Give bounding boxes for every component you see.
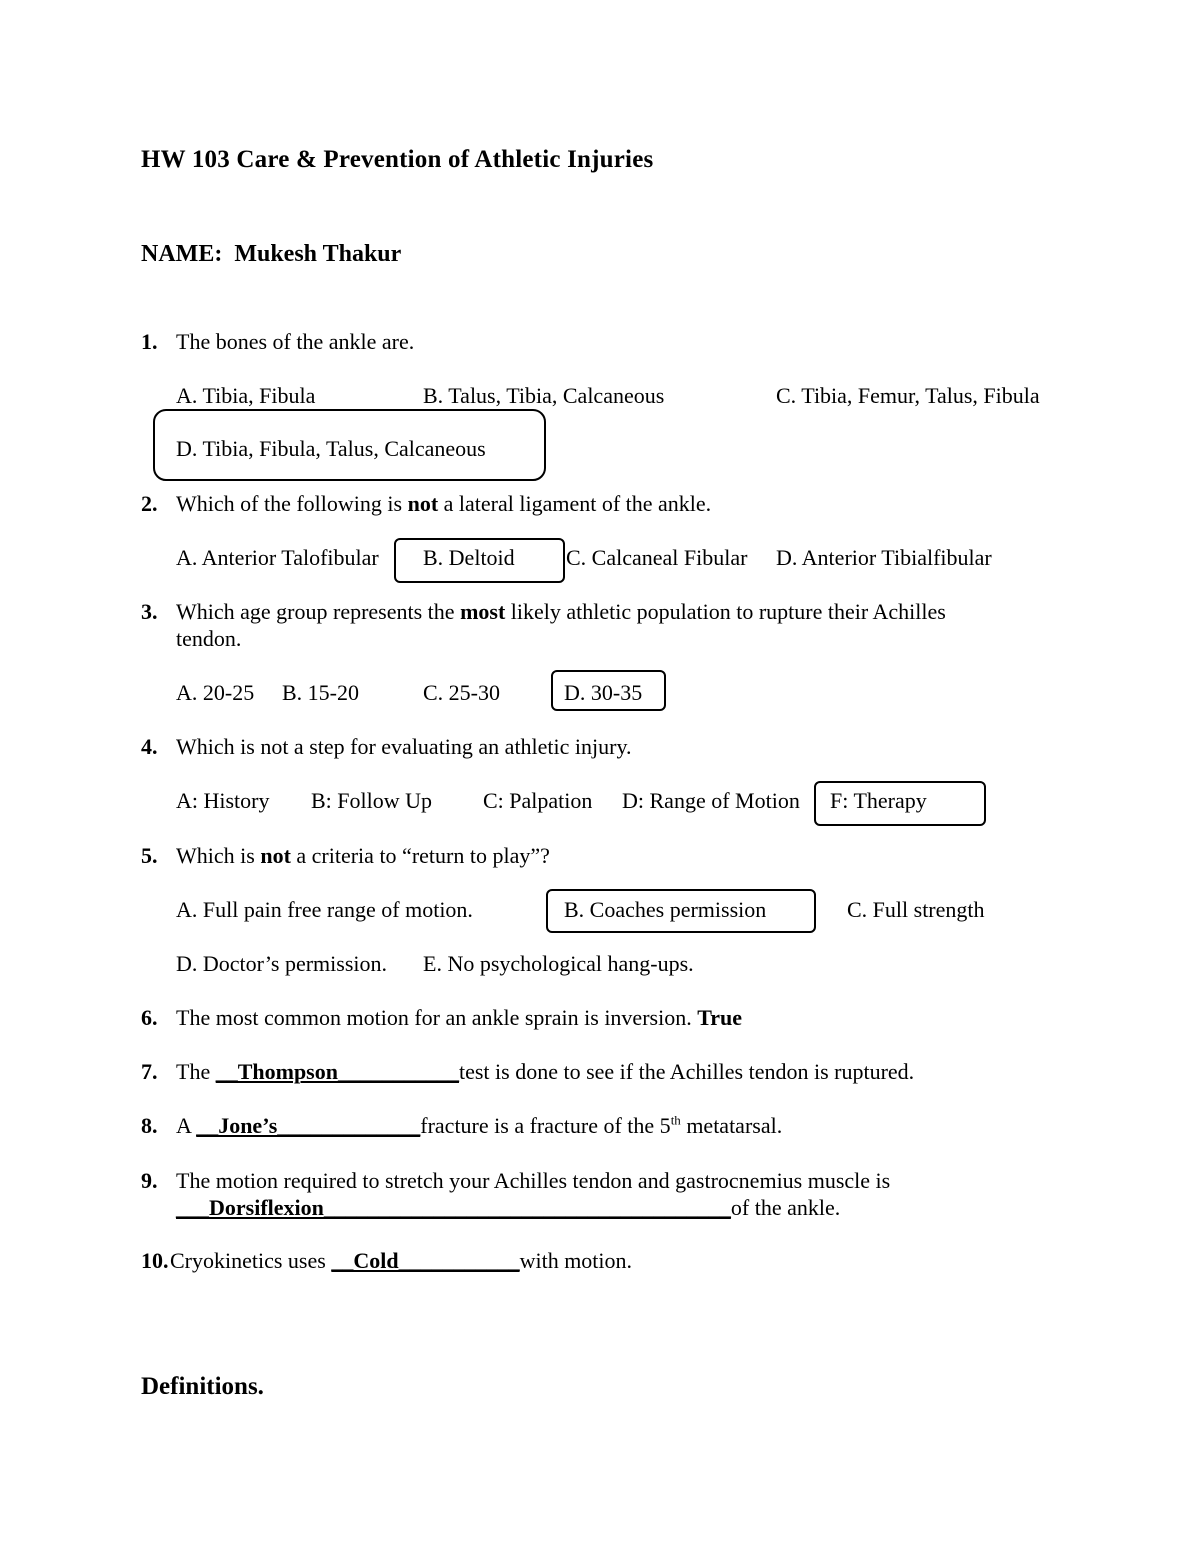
question-1-answer-circle [153,409,546,481]
question-8-number: 8. [141,1113,158,1138]
question-7-number: 7. [141,1059,158,1084]
question-6-text: The most common motion for an ankle sprain is inversion. True [176,1005,743,1030]
question-3-option-b: B. 15-20 [282,680,359,705]
question-10-number: 10. [141,1248,169,1273]
question-6-number: 6. [141,1005,158,1030]
question-9-number: 9. [141,1168,158,1193]
question-1-option-c: C. Tibia, Femur, Talus, Fibula [776,383,1040,408]
question-2-option-c: C. Calcaneal Fibular [566,545,748,570]
question-3-text-line2: tendon. [176,626,242,651]
question-3-option-d: D. 30-35 [564,680,643,705]
question-4-option-f: F: Therapy [830,788,927,813]
question-5-option-a: A. Full pain free range of motion. [176,897,473,922]
question-4-text: Which is not a step for evaluating an athletic injury. [176,734,632,759]
question-2-option-a: A. Anterior Talofibular [176,545,379,570]
name-line [141,242,401,266]
question-1-option-a: A. Tibia, Fibula [176,383,316,408]
question-5-answer-circle [546,889,816,933]
question-8-text: A __Jone’s_____________fracture is a fracture of the 5th metatarsal. [176,1112,783,1138]
question-5-option-c: C. Full strength [847,897,985,922]
question-3-text: Which age group represents the most likely athletic population to rupture their Achilles [176,599,946,624]
question-5-option-e: E. No psychological hang-ups. [423,951,694,976]
page-title: HW 103 Care & Prevention of Athletic Injuries [141,146,654,173]
question-10-text: Cryokinetics uses __Cold___________with motion. [170,1248,633,1273]
question-7-answer: __Thompson___________ [215,1059,459,1084]
name-value: Mukesh Thakur [234,241,402,267]
name-label: NAME: [141,241,223,267]
question-4-option-c: C: Palpation [483,788,593,813]
question-9-answer-line: ___Dorsiflexion_____________________________________of the ankle. [176,1195,841,1220]
question-3-option-a: A. 20-25 [176,680,255,705]
question-9-answer: ___Dorsiflexion_____________________________________ [176,1195,731,1220]
question-4-number: 4. [141,734,158,759]
question-9-text: The motion required to stretch your Achilles tendon and gastrocnemius muscle is [176,1168,891,1193]
question-3-answer-circle [551,670,666,711]
definitions-heading: Definitions. [141,1373,264,1400]
question-2-answer-circle [394,538,565,583]
question-2-text: Which of the following is not a lateral ligament of the ankle. [176,491,712,516]
question-1-option-d: D. Tibia, Fibula, Talus, Calcaneous [176,436,486,461]
question-1-number: 1. [141,329,158,354]
question-6-answer: True [697,1005,743,1030]
question-2-option-b: B. Deltoid [423,545,515,570]
question-1-text: The bones of the ankle are. [176,329,415,354]
question-4-option-d: D: Range of Motion [622,788,800,813]
question-7-text: The __Thompson___________test is done to see if the Achilles tendon is ruptured. [176,1059,915,1084]
question-10-answer: __Cold___________ [331,1248,520,1273]
question-5-option-d: D. Doctor’s permission. [176,951,388,976]
question-4-option-a: A: History [176,788,270,813]
question-4-option-b: B: Follow Up [311,788,433,813]
question-2-number: 2. [141,491,158,516]
question-1-option-b: B. Talus, Tibia, Calcaneous [423,383,665,408]
question-2-option-d: D. Anterior Tibialfibular [776,545,992,570]
question-3-option-c: C. 25-30 [423,680,500,705]
question-4-answer-circle [814,781,986,826]
question-8-answer: __Jone’s_____________ [196,1113,421,1138]
question-5-number: 5. [141,843,158,868]
question-5-text: Which is not a criteria to “return to play”? [176,843,550,868]
question-3-number: 3. [141,599,158,624]
question-5-option-b: B. Coaches permission [564,897,767,922]
